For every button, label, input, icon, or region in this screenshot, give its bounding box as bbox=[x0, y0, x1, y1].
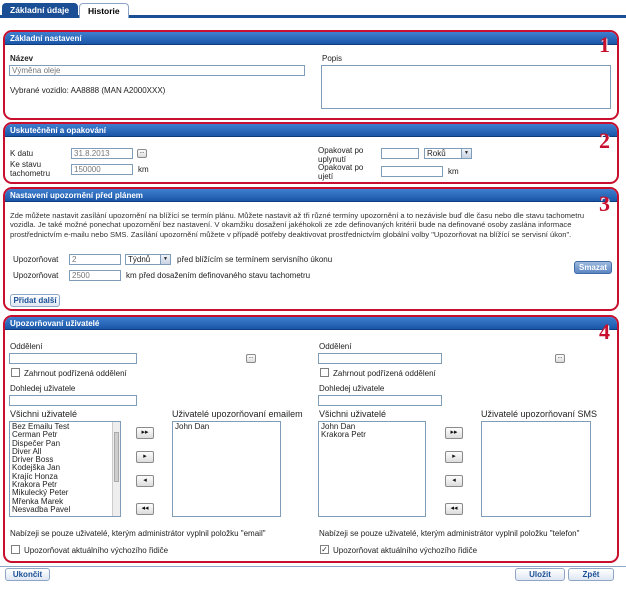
list-item[interactable]: John Dan bbox=[175, 422, 210, 431]
sms-users-label: Uživatelé upozorňovaní SMS bbox=[481, 409, 598, 419]
sms-note: Nabízeji se pouze uživatelé, kterým administrátor vyplnil položku "telefon" bbox=[319, 529, 580, 538]
odometer-label: Ke stavu bbox=[10, 160, 42, 169]
sms-users-list[interactable] bbox=[481, 421, 591, 517]
left-department-label: Oddělení bbox=[10, 342, 43, 351]
section-title: Upozorňovaní uživatelé bbox=[5, 317, 617, 330]
notify-km-text: km před dosažením definovaného stavu tachometru bbox=[126, 271, 311, 280]
list-item[interactable]: Mikulecký Peter bbox=[12, 488, 69, 498]
section-marker: 4 bbox=[599, 319, 610, 344]
tab-basic-info[interactable]: Základní údaje bbox=[2, 3, 78, 18]
left-include-sub-checkbox[interactable] bbox=[11, 368, 20, 377]
right-department-label: Oddělení bbox=[319, 342, 352, 351]
left-include-sub-label: Zahrnout podřízená oddělení bbox=[24, 369, 127, 378]
left-search-input[interactable] bbox=[9, 395, 137, 406]
right-move-left-button[interactable]: ◂ bbox=[445, 475, 463, 487]
notify-time-unit-select[interactable] bbox=[125, 254, 171, 265]
list-item[interactable]: Kodejška Jan bbox=[12, 463, 61, 473]
notify-time-text: před blížícím se termínem servisního úkonu bbox=[177, 255, 333, 264]
right-move-right-button[interactable]: ▸ bbox=[445, 451, 463, 463]
repeat-km-input[interactable] bbox=[381, 166, 443, 177]
section-title: Nastavení upozornění před plánem bbox=[5, 189, 617, 202]
list-item[interactable]: Mřenka Marek bbox=[12, 496, 64, 506]
add-more-button[interactable]: Přidat další bbox=[10, 294, 60, 307]
delete-button[interactable]: Smazat bbox=[574, 261, 612, 274]
left-move-left-button[interactable]: ◂ bbox=[136, 475, 154, 487]
right-all-users-label: Všichni uživatelé bbox=[319, 409, 387, 419]
tab-history[interactable]: Historie bbox=[79, 3, 129, 18]
repeat-km-label-2: ujetí bbox=[318, 172, 334, 181]
list-item[interactable]: Diver All bbox=[12, 446, 42, 456]
back-button[interactable]: Zpět bbox=[568, 568, 614, 581]
section-execution-repeat bbox=[3, 122, 619, 184]
notify-km-label: Upozorňovat bbox=[13, 271, 59, 280]
email-users-list[interactable] bbox=[172, 421, 281, 517]
right-department-picker-button[interactable]: ... bbox=[555, 354, 565, 363]
left-department-input[interactable] bbox=[9, 353, 137, 364]
repeat-unit-select[interactable] bbox=[424, 148, 472, 159]
date-label: K datu bbox=[10, 149, 34, 158]
list-item[interactable]: Krakora Petr bbox=[12, 480, 57, 490]
left-all-users-list[interactable] bbox=[9, 421, 121, 517]
date-picker-button[interactable]: ... bbox=[137, 149, 147, 158]
odometer-input[interactable] bbox=[71, 164, 133, 175]
list-item[interactable]: Driver Boss bbox=[12, 455, 54, 465]
name-label: Název bbox=[10, 54, 34, 63]
odometer-unit: km bbox=[138, 165, 149, 174]
footer-divider bbox=[0, 566, 626, 567]
right-all-users-list[interactable] bbox=[318, 421, 426, 517]
right-include-sub-checkbox[interactable] bbox=[320, 368, 329, 377]
section-basic-settings bbox=[3, 30, 619, 120]
section-marker: 1 bbox=[599, 32, 610, 57]
repeat-unit-value: Roků bbox=[427, 149, 446, 158]
email-note: Nabízeji se pouze uživatelé, kterým administrátor vyplnil položku "email" bbox=[10, 529, 266, 538]
scrollbar[interactable] bbox=[112, 422, 120, 516]
list-item[interactable]: Dispečer Pan bbox=[12, 438, 61, 448]
left-notify-driver-checkbox[interactable] bbox=[11, 545, 20, 554]
right-notify-driver-label: Upozorňovat aktuálního výchozího řidiče bbox=[333, 546, 478, 555]
list-item[interactable]: John Dan bbox=[321, 422, 356, 431]
notification-description: Zde můžete nastavit zasílání upozornění na blížící se termín plánu. Můžete nastavit až tři různé termíny upozornění a to nezávisle buď dle času nebo dle stavu tachometru vozidla. Je také možné ponechat upozornění bez nastavení. V okamžiku dosažení jakéhokoli ze zde definovaných kritérií bude na definované osoby zaslána informace prostřednictvím e-mailu nebo SMS. Zasílání upozornění můžete v případě potřeby deaktivovat prostřednictvím globální volby "Upozorňovat na blížící se servisní úkon". bbox=[10, 211, 585, 239]
left-search-label: Dohledej uživatele bbox=[10, 384, 76, 393]
repeat-period-input[interactable] bbox=[381, 148, 419, 159]
section-marker: 2 bbox=[599, 128, 610, 153]
description-textarea[interactable] bbox=[321, 65, 611, 109]
section-marker: 3 bbox=[599, 191, 610, 216]
left-department-picker-button[interactable]: ... bbox=[246, 354, 256, 363]
notify-time-input[interactable] bbox=[69, 254, 121, 265]
right-search-label: Dohledej uživatele bbox=[319, 384, 385, 393]
repeat-after-label-2: uplynutí bbox=[318, 155, 347, 164]
chevron-down-icon: ▼ bbox=[160, 255, 170, 264]
chevron-down-icon: ▼ bbox=[461, 149, 471, 158]
repeat-km-unit: km bbox=[448, 167, 459, 176]
list-item[interactable]: Nesvadba Pavel bbox=[12, 504, 71, 514]
right-search-input[interactable] bbox=[318, 395, 442, 406]
selected-vehicle: Vybrané vozidlo: AA8888 (MAN A2000XXX) bbox=[10, 86, 166, 95]
notify-km-input[interactable] bbox=[69, 270, 121, 281]
right-include-sub-label: Zahrnout podřízená oddělení bbox=[333, 369, 436, 378]
repeat-after-label: Opakovat po bbox=[318, 146, 364, 155]
scrollbar-thumb[interactable] bbox=[114, 432, 119, 482]
left-move-all-right-button[interactable]: ▸▸ bbox=[136, 427, 154, 439]
section-title: Základní nastavení bbox=[5, 32, 617, 45]
list-item[interactable]: Krajíc Honza bbox=[12, 471, 58, 481]
list-item[interactable]: Cerman Petr bbox=[12, 430, 58, 440]
list-item[interactable]: Bez Emailu Test bbox=[12, 422, 70, 431]
section-title: Uskutečnění a opakování bbox=[5, 124, 617, 137]
right-notify-driver-checkbox[interactable]: ✓ bbox=[321, 545, 328, 554]
email-users-label: Uživatelé upozorňovaní emailem bbox=[172, 409, 303, 419]
notify-time-unit-value: Týdnů bbox=[128, 255, 151, 264]
notify-time-label: Upozorňovat bbox=[13, 255, 59, 264]
right-move-all-left-button[interactable]: ◂◂ bbox=[445, 503, 463, 515]
repeat-km-label: Opakovat po bbox=[318, 163, 364, 172]
tab-bar bbox=[0, 0, 626, 18]
save-button[interactable]: Uložit bbox=[515, 568, 565, 581]
right-department-input[interactable] bbox=[318, 353, 442, 364]
name-input[interactable] bbox=[9, 65, 305, 76]
list-item[interactable]: Krakora Petr bbox=[321, 430, 366, 440]
right-move-all-right-button[interactable]: ▸▸ bbox=[445, 427, 463, 439]
section-notification-settings bbox=[3, 187, 619, 311]
left-all-users-label: Všichni uživatelé bbox=[10, 409, 78, 419]
left-move-all-left-button[interactable]: ◂◂ bbox=[136, 503, 154, 515]
description-label: Popis bbox=[322, 54, 343, 63]
date-input[interactable] bbox=[71, 148, 133, 159]
section-notified-users bbox=[3, 315, 619, 563]
left-notify-driver-label: Upozorňovat aktuálního výchozího řidiče bbox=[24, 546, 169, 555]
odometer-label-2: tachometru bbox=[10, 169, 51, 178]
left-move-right-button[interactable]: ▸ bbox=[136, 451, 154, 463]
finish-button[interactable]: Ukončit bbox=[5, 568, 50, 581]
